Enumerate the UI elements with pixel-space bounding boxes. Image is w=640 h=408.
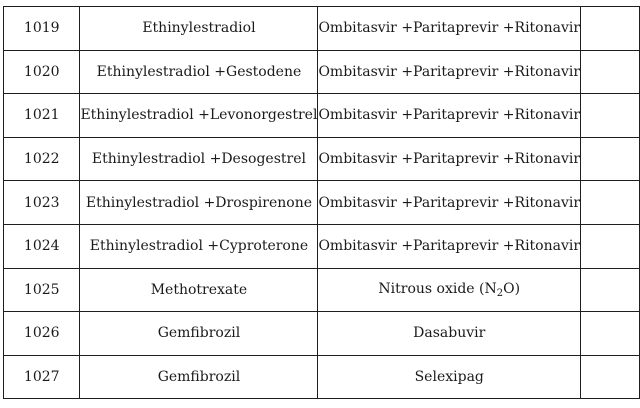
empty-cell bbox=[581, 50, 640, 94]
drug-b-cell: Dasabuvir bbox=[318, 312, 581, 356]
empty-cell bbox=[581, 7, 640, 51]
drug-a-cell: Ethinylestradiol +Gestodene bbox=[80, 50, 318, 94]
empty-cell bbox=[581, 224, 640, 268]
empty-cell bbox=[581, 268, 640, 312]
drug-a-cell: Ethinylestradiol +Levonorgestrel bbox=[80, 94, 318, 138]
table-row bbox=[4, 355, 640, 399]
table-row bbox=[4, 312, 640, 356]
formula-text: Nitrous oxide (N bbox=[378, 280, 497, 297]
empty-cell bbox=[581, 312, 640, 356]
row-number-cell: 1022 bbox=[4, 137, 80, 181]
empty-cell bbox=[581, 94, 640, 138]
table-row bbox=[4, 181, 640, 225]
drug-a-cell: Ethinylestradiol +Desogestrel bbox=[80, 137, 318, 181]
row-number-cell: 1026 bbox=[4, 312, 80, 356]
drug-a-cell: Ethinylestradiol +Drospirenone bbox=[80, 181, 318, 225]
row-number-cell: 1023 bbox=[4, 181, 80, 225]
drug-b-cell: Ombitasvir +Paritaprevir +Ritonavir bbox=[318, 181, 581, 225]
drug-a-cell: Ethinylestradiol bbox=[80, 7, 318, 51]
row-number-cell: 1019 bbox=[4, 7, 80, 51]
row-number-cell: 1025 bbox=[4, 268, 80, 312]
drug-interaction-table bbox=[3, 6, 640, 399]
drug-a-cell: Ethinylestradiol +Cyproterone bbox=[80, 224, 318, 268]
drug-b-cell: Ombitasvir +Paritaprevir +Ritonavir bbox=[318, 137, 581, 181]
drug-a-cell: Methotrexate bbox=[80, 268, 318, 312]
row-number-cell: 1027 bbox=[4, 355, 80, 399]
table-row bbox=[4, 50, 640, 94]
table-row bbox=[4, 268, 640, 312]
drug-b-cell: Ombitasvir +Paritaprevir +Ritonavir bbox=[318, 50, 581, 94]
empty-cell bbox=[581, 181, 640, 225]
drug-b-cell bbox=[318, 268, 581, 312]
formula-text-end: O) bbox=[503, 280, 521, 297]
drug-b-cell: Ombitasvir +Paritaprevir +Ritonavir bbox=[318, 94, 581, 138]
drug-a-cell: Gemfibrozil bbox=[80, 312, 318, 356]
drug-a-cell: Gemfibrozil bbox=[80, 355, 318, 399]
table-row bbox=[4, 224, 640, 268]
row-number-cell: 1021 bbox=[4, 94, 80, 138]
drug-b-cell: Selexipag bbox=[318, 355, 581, 399]
drug-b-cell: Ombitasvir +Paritaprevir +Ritonavir bbox=[318, 7, 581, 51]
table-row bbox=[4, 7, 640, 51]
empty-cell bbox=[581, 137, 640, 181]
table-row bbox=[4, 94, 640, 138]
row-number-cell: 1024 bbox=[4, 224, 80, 268]
formula-subscript: 2 bbox=[496, 287, 504, 299]
row-number-cell: 1020 bbox=[4, 50, 80, 94]
empty-cell bbox=[581, 355, 640, 399]
drug-b-cell: Ombitasvir +Paritaprevir +Ritonavir bbox=[318, 224, 581, 268]
table-row bbox=[4, 137, 640, 181]
